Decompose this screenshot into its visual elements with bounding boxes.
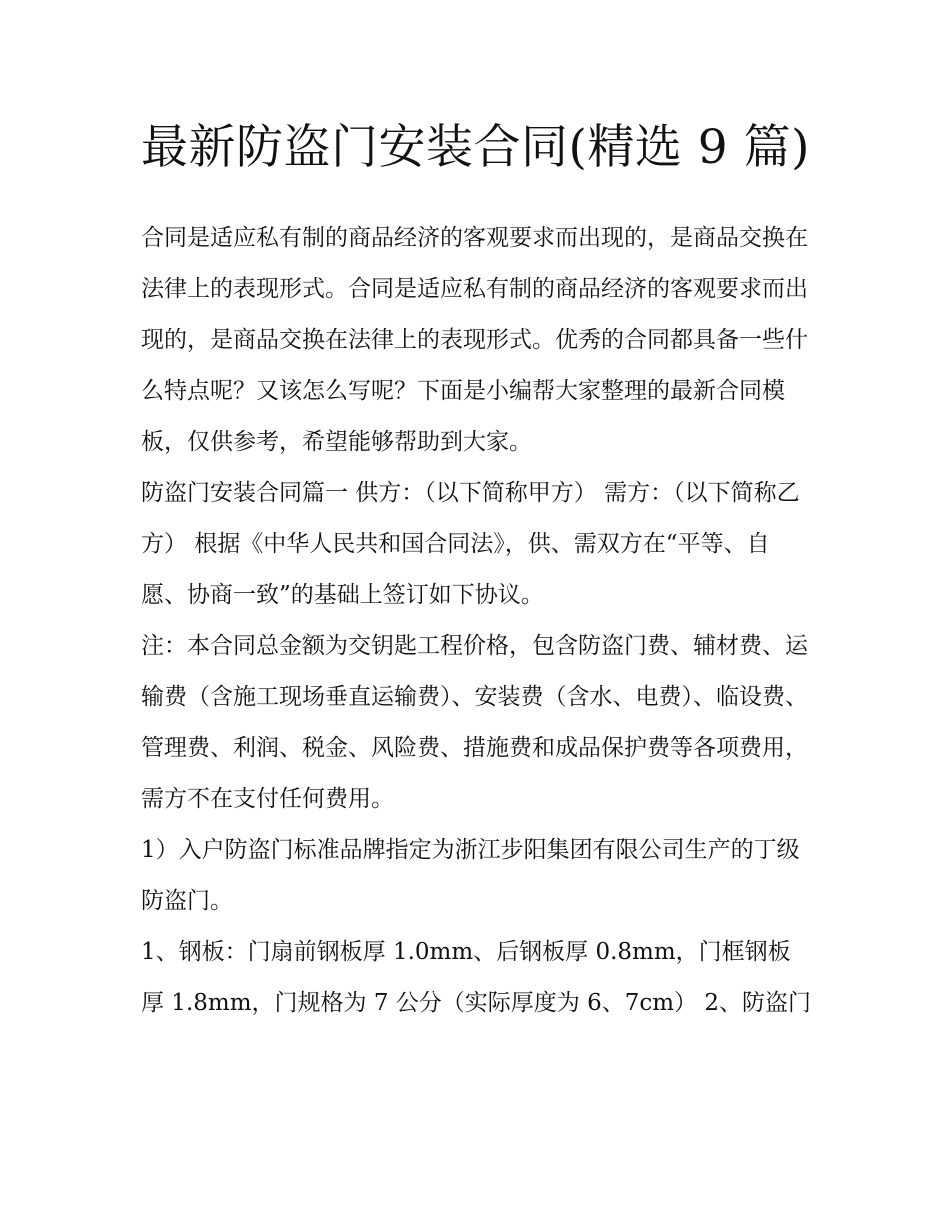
paragraph-contract-parties: 防盗门安装合同篇一 供方：（以下简称甲方） 需方：（以下简称乙方） 根据《中华人民共和国合同法》，供、需双方在“平等、自愿、协商一致”的基础上签订如下协议。 [141,480,800,608]
paragraph-intro: 合同是适应私有制的商品经济的客观要求而出现的，是商品交换在法律上的表现形式。合同是适应私有制的商品经济的客观要求而出现的，是商品交换在法律上的表现形式。优秀的合同都具备一些什么特点呢？又该怎么写呢？下面是小编帮大家整理的最新合同模板，仅供参考，希望能够帮助到大家。 [141,225,808,455]
paragraph-total-amount-note: 注：本合同总金额为交钥匙工程价格，包含防盗门费、辅材费、运输费（含施工现场垂直运输费）、安装费（含水、电费）、临设费、管理费、利润、税金、风险费、措施费和成品保护费等各项费用，需方不在支付任何费用。 [141,633,808,812]
paragraph-steel-plate-spec: 1、钢板：门扇前钢板厚 1.0mm、后钢板厚 0.8mm，门框钢板厚 1.8mm，门规格为 7 公分（实际厚度为 6、7cm） 2、防盗门 [141,939,811,1016]
title-spacer [141,183,813,213]
paragraph-brand-spec: 1）入户防盗门标准品牌指定为浙江步阳集团有限公司生产的丁级防盗门。 [141,837,800,914]
document-body [141,112,813,1029]
document-title: 最新防盗门安装合同(精选 9 篇) [141,120,810,175]
